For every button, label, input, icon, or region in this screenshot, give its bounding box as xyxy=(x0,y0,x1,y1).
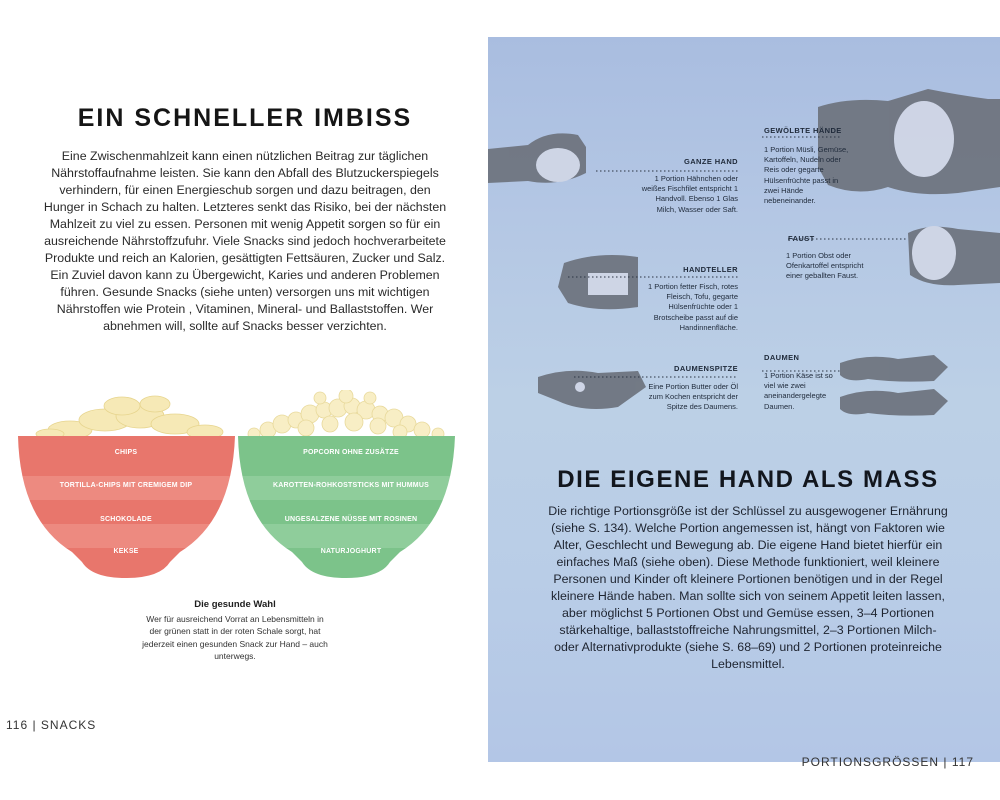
bowls-graphic xyxy=(10,390,460,590)
desc-fist: 1 Portion Obst oder Ofenkartoffel entspricht einer geballten Faust. xyxy=(786,251,864,281)
green-bowl-label: KAROTTEN-ROHKOSTSTICKS MIT HUMMUS xyxy=(273,482,429,489)
caption-title: Die gesunde Wahl xyxy=(194,599,276,610)
hand-measure-paragraph: Die richtige Portionsgröße ist der Schlüssel zu ausgewogener Ernährung (siehe S. 134). Welche Portion angemessen ist, hängt von Faktoren wie Alter, Geschlecht und Bewegung ab. Die eigene Hand bietet hierfür ein einfaches Maß (siehe oben). Diese Methode funktioniert, weil kleinere Personen und Kinder oft kleinere Portionen benötigen und in der Regel kleinere Hände haben. Man sollte sich von seinem Appetit leiten lassen, aber möglichst 5 Portionen Obst und Gemüse essen, 3–4 Portionen stärkehaltige, ballaststoffreiche Nahrungsmittel, 2–3 Portionen Milch- oder Alternativprodukte (siehe S. 68–69) und 2 Portionen proteinreiche Lebensmittel. xyxy=(548,504,948,671)
palm-graphic xyxy=(558,255,638,309)
desc-thumb-tip: Eine Portion Butter oder Öl zum Kochen entspricht der Spitze des Daumens. xyxy=(648,382,738,412)
right-page xyxy=(488,37,1000,769)
label-whole-hand: GANZE HAND xyxy=(684,157,738,166)
page-footer-right: PORTIONSGRÖSSEN | 117 xyxy=(801,755,974,769)
label-cupped-hands: GEWÖLBTE HÄNDE xyxy=(764,126,842,135)
popcorn-pile xyxy=(248,390,444,440)
desc-thumb: 1 Portion Käse ist so viel wie zwei aneinandergelegte Daumen. xyxy=(764,371,833,411)
page-title-right: DIE EIGENE HAND ALS MASS xyxy=(557,466,939,493)
red-bowl-label: KEKSE xyxy=(113,548,139,555)
page-footer-left: 116 | SNACKS xyxy=(6,718,97,732)
snack-bowls-illustration xyxy=(10,390,460,590)
intro-paragraph: Eine Zwischenmahlzeit kann einen nützlichen Beitrag zur täglichen Nährstoffaufnahme leisten. Sie kann den Abfall des Blutzuckerspiegels verhindern, für einen Energieschub sorgen und dazu beitragen, den Hunger in Schach zu halten. Letzteres senkt das Risiko, bei der nächsten Mahlzeit zu viel zu essen. Personen mit wenig Appetit sorgen so für ein ausreichende Nährstoffzufuhr. Viele Snacks sind jedoch hochverarbeitete Produkte und reich an Kalorien, gesättigten Fettsäuren, Zucker und Salz. Ein Zuviel davon kann zu Übergewicht, Karies und anderen Problemen führen. Gesunde Snacks (siehe unten) versorgen uns mit wichtigen Nährstoffen wie Protein , Vitaminen, Mineral- und Ballaststoffen. Wer abnehmen will, sollte auf Snacks besser verzichten. xyxy=(43,149,447,333)
green-bowl-label: UNGESALZENE NÜSSE MIT ROSINEN xyxy=(284,516,418,523)
red-bowl-label: SCHOKOLADE xyxy=(100,516,152,523)
page-title-left: EIN SCHNELLER IMBISS xyxy=(77,104,413,132)
label-thumb-tip: DAUMENSPITZE xyxy=(674,364,738,373)
green-bowl-label: NATURJOGHURT xyxy=(320,548,382,555)
label-thumb: DAUMEN xyxy=(764,353,800,362)
label-fist: FAUST xyxy=(788,234,815,243)
green-bowl xyxy=(232,436,460,588)
thumb-graphic xyxy=(840,355,948,416)
desc-palm: 1 Portion fetter Fisch, rotes Fleisch, Tofu, gegarte Hülsenfrüchte oder 1 Brotscheibe passt auf die Handinnenfläche. xyxy=(647,282,738,332)
left-page xyxy=(0,0,488,800)
red-bowl-label: TORTILLA-CHIPS MIT CREMIGEM DIP xyxy=(59,482,193,489)
thumb-tip-graphic xyxy=(538,371,646,409)
desc-cupped-hands: 1 Portion Müsli, Gemüse, Kartoffeln, Nudeln oder Reis oder gegarte Hülsenfrüchte passt in zwei Hände nebeneinander. xyxy=(764,145,849,206)
label-palm: HANDTELLER xyxy=(683,265,738,274)
red-bowl xyxy=(10,436,240,588)
green-bowl-label: POPCORN OHNE ZUSÄTZE xyxy=(303,449,399,456)
red-bowl-label: CHIPS xyxy=(114,449,138,456)
whole-hand-graphic xyxy=(488,133,586,183)
desc-whole-hand: 1 Portion Hähnchen oder weißes Fischfilet entspricht 1 Handvoll. Ebenso 1 Glas Milch, Wasser oder Saft. xyxy=(641,174,738,214)
caption-text: Wer für ausreichend Vorrat an Lebensmitteln in der grünen statt in der roten Schale sorgt, hat jederzeit einen gesunden Snack zur Hand – auch unterwegs. xyxy=(142,614,328,661)
chips-pile xyxy=(36,396,223,439)
hands-illustration xyxy=(488,37,1000,457)
fist-graphic xyxy=(908,226,1000,285)
